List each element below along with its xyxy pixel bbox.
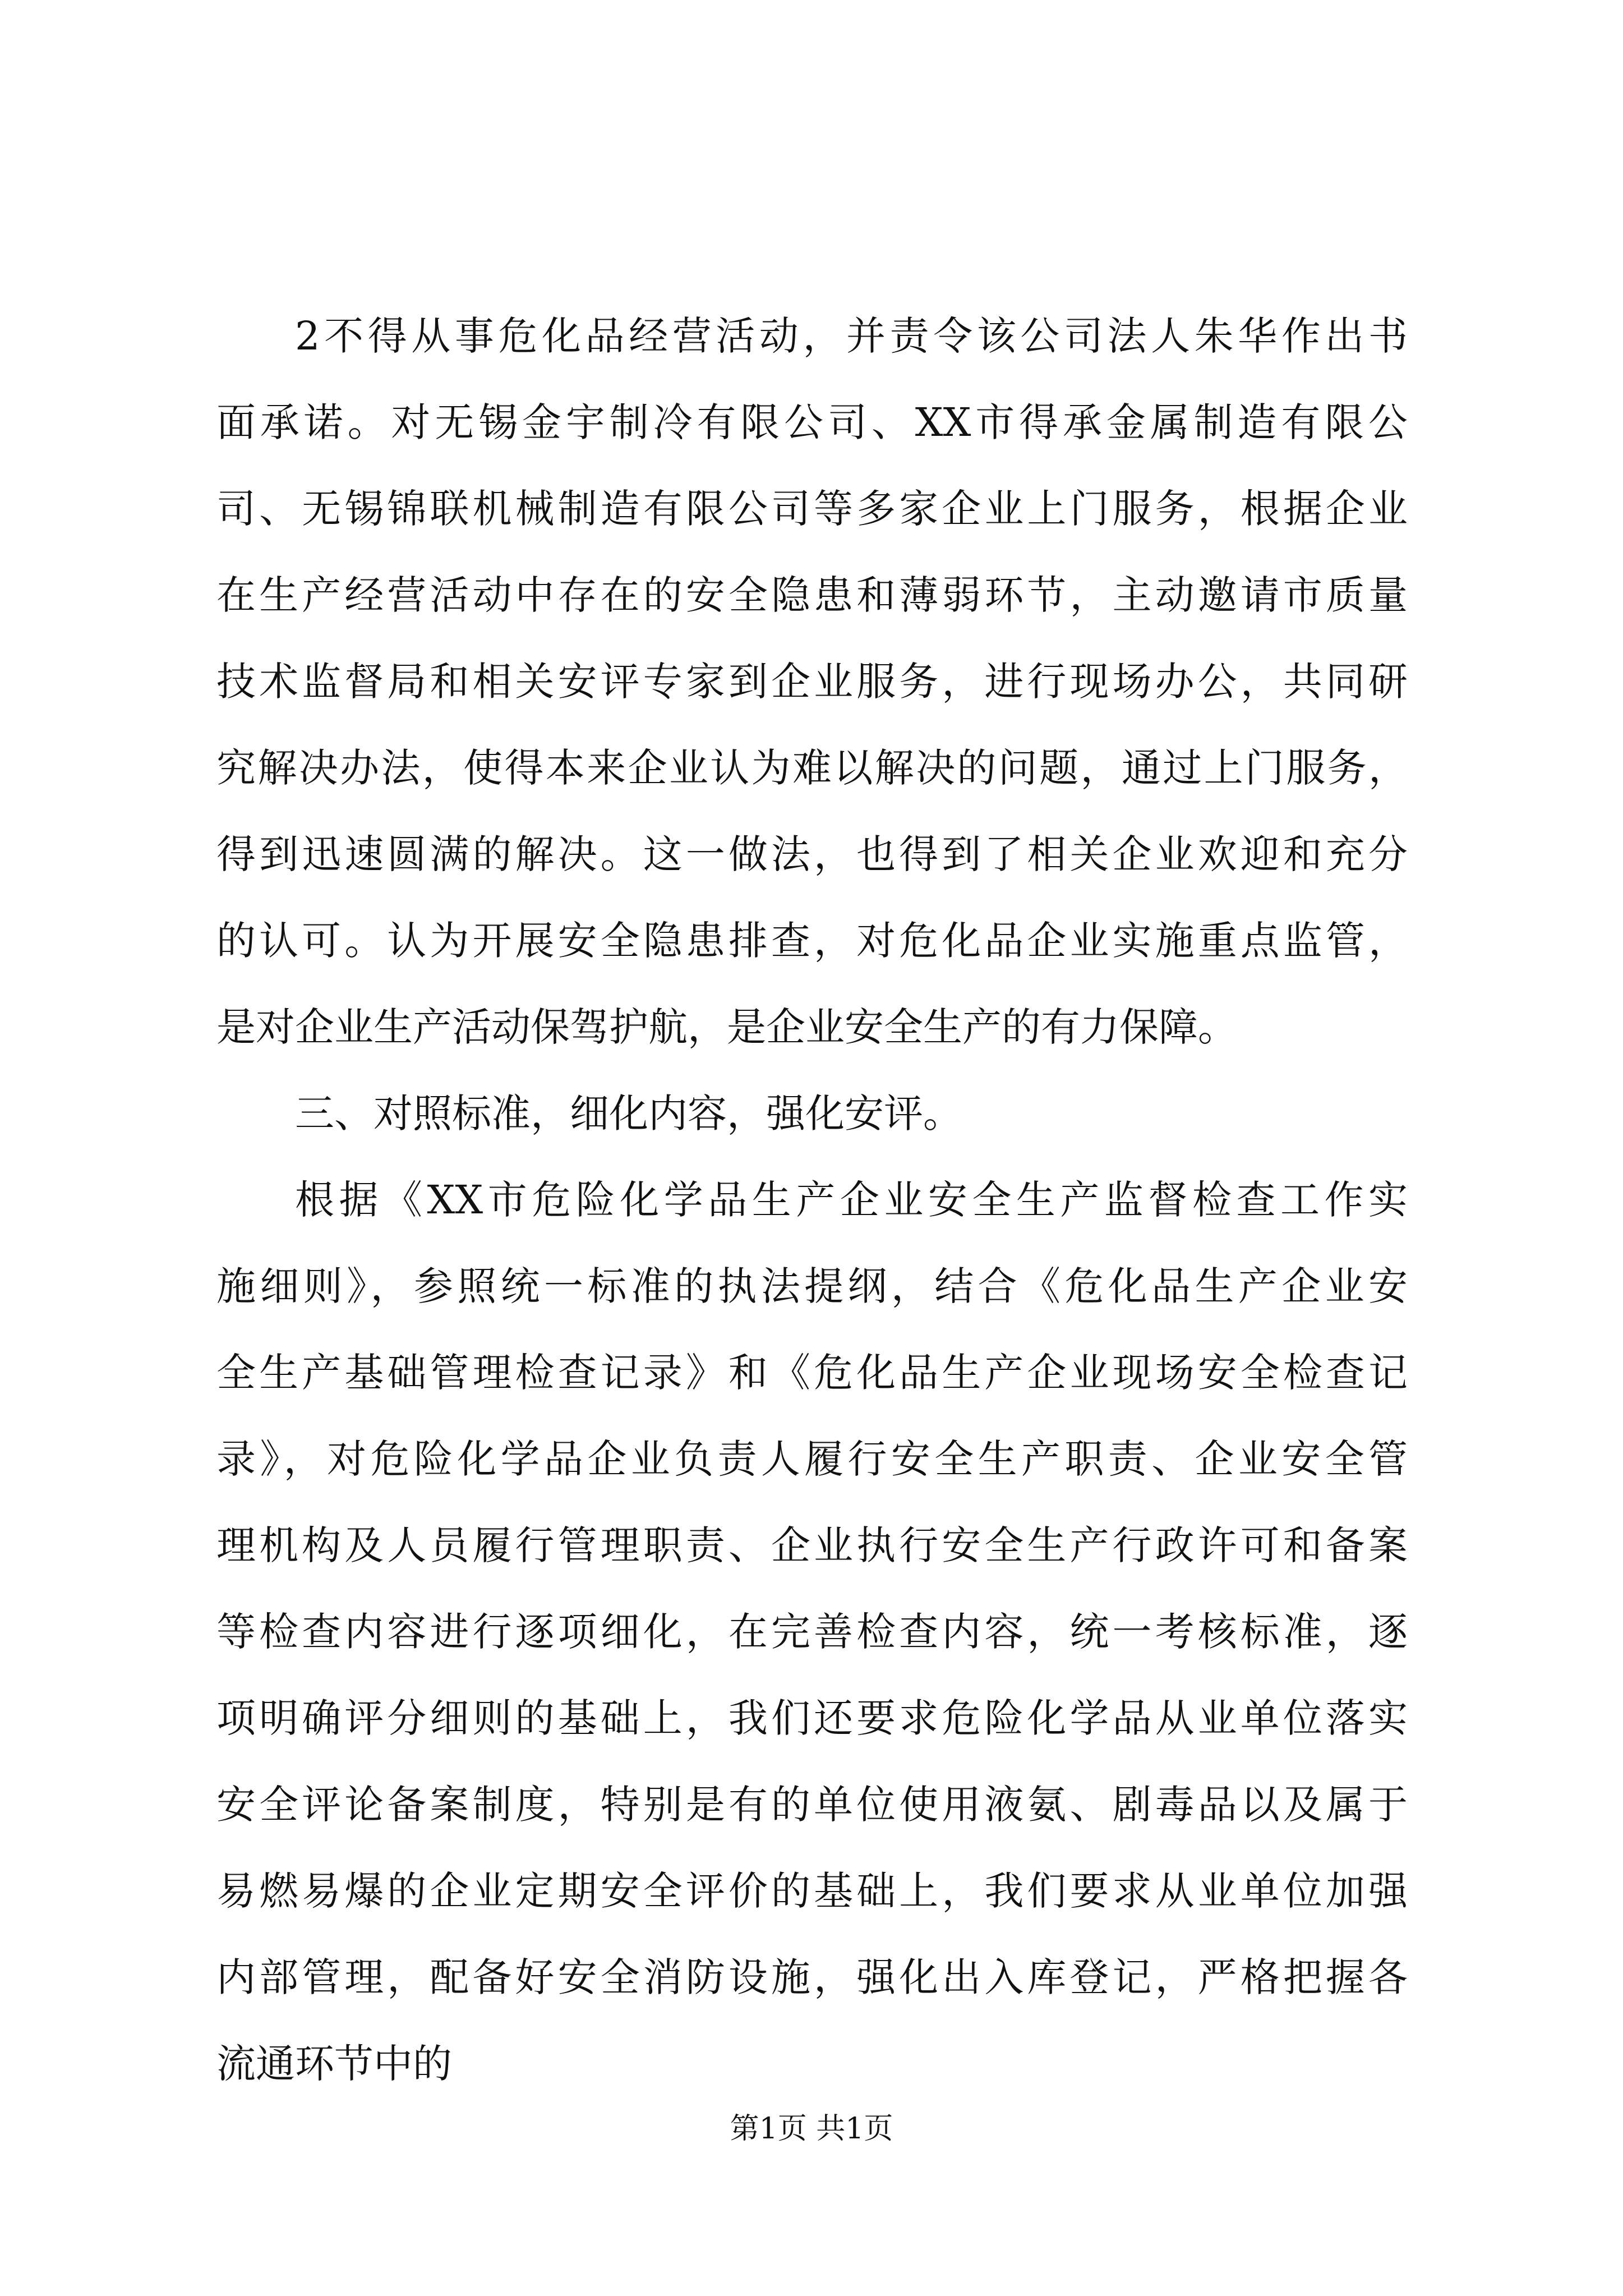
text-line-9: 是对企业生产活动保驾护航，是企业安全生产的有力保障。 [216,1004,1237,1050]
page-footer: 第1页 共1页 [730,2112,893,2146]
text-line-3: 司、无锡锦联机械制造有限公司等多家企业上门服务，根据企业 [216,486,1408,532]
text-line-14: 录》，对危险化学品企业负责人履行安全生产职责、企业安全管 [216,1436,1408,1482]
section-heading: 三、对照标准，细化内容，强化安评。 [295,1091,962,1137]
document-body [216,293,1408,2107]
text-line-20: 内部管理，配备好安全消防设施，强化出入库登记，严格把握各 [216,1954,1408,2000]
text-line-21: 流通环节中的 [216,2041,452,2087]
text-line-6: 究解决办法，使得本来企业认为难以解决的问题，通过上门服务， [216,745,1408,791]
text-line-8: 的认可。认为开展安全隐患排查，对危化品企业实施重点监管， [216,918,1408,964]
text-line-4: 在生产经营活动中存在的安全隐患和薄弱环节，主动邀请市质量 [216,572,1408,618]
text-line-15: 理机构及人员履行管理职责、企业执行安全生产行政许可和备案 [216,1522,1408,1568]
text-line-17: 项明确评分细则的基础上，我们还要求危险化学品从业单位落实 [216,1695,1408,1741]
text-line-16: 等检查内容进行逐项细化，在完善检查内容，统一考核标准，逐 [216,1609,1408,1655]
text-line-19: 易燃易爆的企业定期安全评价的基础上，我们要求从业单位加强 [216,1868,1408,1914]
text-line-7: 得到迅速圆满的解决。这一做法，也得到了相关企业欢迎和充分 [216,831,1408,877]
text-line-13: 全生产基础管理检查记录》和《危化品生产企业现场安全检查记 [216,1350,1408,1396]
text-line-1: 2不得从事危化品经营活动，并责令该公司法人朱华作出书 [295,313,1408,359]
text-line-18: 安全评论备案制度，特别是有的单位使用液氨、剧毒品以及属于 [216,1782,1408,1828]
text-line-5: 技术监督局和相关安评专家到企业服务，进行现场办公，共同研 [216,659,1408,705]
text-line-11: 根据《XX市危险化学品生产企业安全生产监督检查工作实 [295,1177,1408,1223]
text-line-12: 施细则》，参照统一标准的执法提纲，结合《危化品生产企业安 [216,1263,1408,1309]
text-line-2: 面承诺。对无锡金宇制冷有限公司、XX市得承金属制造有限公 [216,399,1408,445]
